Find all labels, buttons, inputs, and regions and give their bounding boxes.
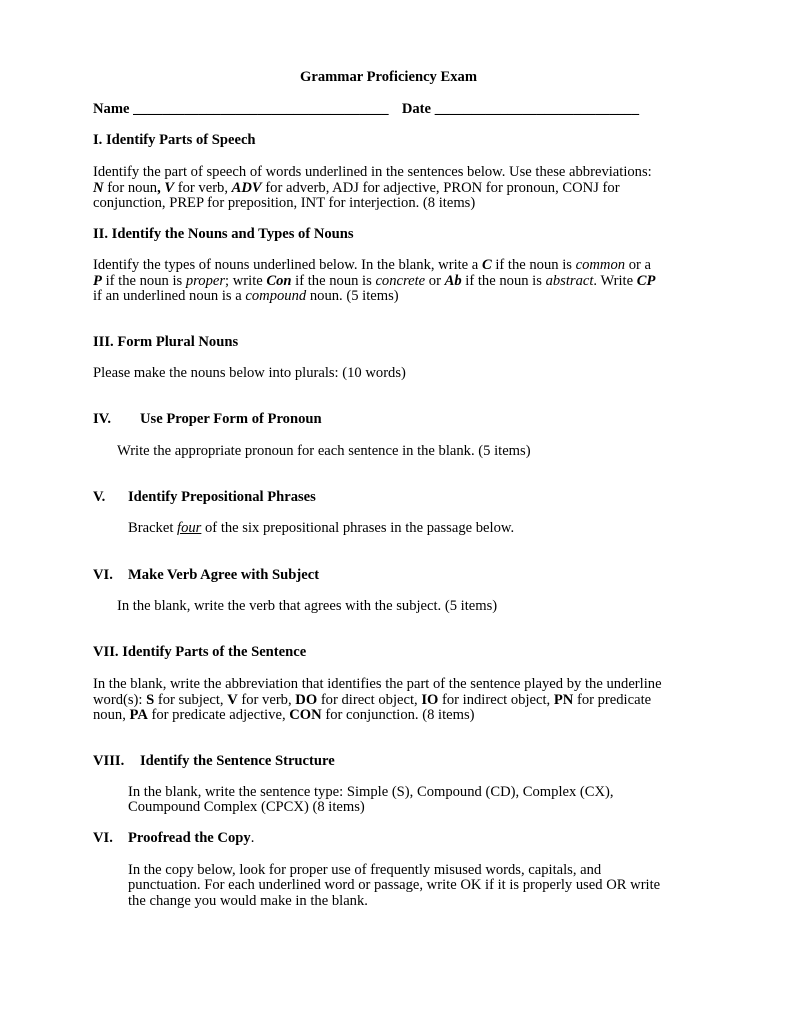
section-4-number: IV.: [93, 411, 111, 427]
section-9-line-1: In the copy below, look for proper use of frequently misused words, capitals, and: [128, 862, 602, 878]
text-run: for conjunction. (8 items): [321, 707, 475, 723]
section-5-line-1: [128, 520, 514, 536]
abbr-p: P: [93, 273, 102, 289]
text-run: or: [425, 273, 445, 289]
abbr-v: V: [227, 692, 238, 708]
abbr-pn: PN: [553, 692, 574, 708]
section-7-line-1: In the blank, write the abbreviation that identifies the part of the sentence played by the underline: [93, 676, 662, 692]
section-5-number: V.: [93, 489, 106, 505]
text-run: Bracket: [128, 520, 178, 536]
section-2-line-2: [93, 273, 655, 289]
section-6-number: VI.: [93, 567, 113, 583]
term-common: common: [575, 257, 626, 273]
section-8-line-1: In the blank, write the sentence type: Simple (S), Compound (CD), Complex (CX),: [128, 784, 614, 800]
date-label: Date: [401, 101, 432, 117]
section-5-heading: Identify Prepositional Phrases: [128, 489, 316, 505]
section-7-line-2: [93, 692, 651, 708]
abbr-adv: ADV: [231, 180, 262, 196]
text-run: for direct object,: [317, 692, 422, 708]
text-run: for predicate: [573, 692, 652, 708]
name-blank[interactable]: ___________________________________: [133, 101, 389, 117]
text-run: for subject,: [154, 692, 228, 708]
section-7-heading: VII. Identify Parts of the Sentence: [93, 644, 307, 660]
section-9-number: VI.: [93, 830, 113, 846]
text-run: if an underlined noun is a: [93, 288, 246, 304]
text-run: if the noun is: [491, 257, 576, 273]
text-run: . Write: [593, 273, 637, 289]
section-1-heading: I. Identify Parts of Speech: [93, 132, 256, 148]
exam-title: Grammar Proficiency Exam: [300, 69, 477, 85]
text-run: ,: [157, 180, 161, 196]
text-run: of the six prepositional phrases in the passage below.: [201, 520, 515, 536]
text-run: for indirect object,: [438, 692, 554, 708]
abbr-v: V: [164, 180, 175, 196]
section-4-line-1: Write the appropriate pronoun for each sentence in the blank. (5 items): [117, 443, 531, 459]
text-run: for adverb, ADJ for adjective, PRON for pronoun, CONJ for: [261, 180, 620, 196]
name-label: Name: [93, 101, 130, 117]
abbr-pa: PA: [129, 707, 148, 723]
section-6-heading: Make Verb Agree with Subject: [128, 567, 320, 583]
abbr-do: DO: [295, 692, 318, 708]
term-proper: proper: [185, 273, 226, 289]
abbr-c: C: [481, 257, 492, 273]
section-7-line-3: [93, 707, 475, 723]
text-run: noun. (5 items): [306, 288, 399, 304]
abbr-io: IO: [421, 692, 439, 708]
text-run: noun,: [93, 707, 130, 723]
text-run: for noun: [103, 180, 158, 196]
section-9-line-2: punctuation. For each underlined word or passage, write OK if it is properly used OR write: [128, 877, 661, 893]
text-run: Identify the types of nouns underlined below. In the blank, write a: [93, 257, 482, 273]
section-3-line-1: Please make the nouns below into plurals: (10 words): [93, 365, 406, 381]
section-9-heading-row: [128, 830, 254, 846]
section-6-line-1: In the blank, write the verb that agrees with the subject. (5 items): [117, 598, 498, 614]
text-run: for verb,: [237, 692, 296, 708]
section-8-heading: Identify the Sentence Structure: [140, 753, 335, 769]
section-2-line-3: [93, 288, 399, 304]
term-four: four: [177, 520, 202, 536]
section-1-line-3: conjunction, PREP for preposition, INT for interjection. (8 items): [93, 195, 476, 211]
abbr-con: Con: [266, 273, 292, 289]
section-3-heading: III. Form Plural Nouns: [93, 334, 239, 350]
section-8-line-2: Coumpound Complex (CPCX) (8 items): [128, 799, 365, 815]
text-run: for verb,: [174, 180, 232, 196]
section-4-heading: Use Proper Form of Pronoun: [140, 411, 322, 427]
abbr-cp: CP: [636, 273, 656, 289]
text-run: for predicate adjective,: [147, 707, 290, 723]
text-run: word(s):: [93, 692, 147, 708]
section-8-number: VIII.: [93, 753, 125, 769]
section-9-line-3: the change you would make in the blank.: [128, 893, 368, 909]
term-concrete: concrete: [375, 273, 426, 289]
text-run: or a: [625, 257, 651, 273]
abbr-ab: Ab: [444, 273, 462, 289]
abbr-s: S: [146, 692, 155, 708]
section-2-line-1: [93, 257, 651, 273]
text-run: if the noun is: [461, 273, 546, 289]
section-1-line-2: [93, 180, 620, 196]
abbr-con: CON: [289, 707, 322, 723]
name-date-row: [93, 101, 639, 117]
text-run: ; write: [225, 273, 267, 289]
text-run: if the noun is: [101, 273, 186, 289]
text-run: .: [250, 830, 255, 846]
date-blank[interactable]: ____________________________: [434, 101, 639, 117]
text-run: if the noun is: [291, 273, 376, 289]
abbr-n: N: [93, 180, 104, 196]
term-abstract: abstract: [545, 273, 594, 289]
term-compound: compound: [245, 288, 307, 304]
section-1-line-1: Identify the part of speech of words underlined in the sentences below. Use these abbreviations:: [93, 164, 652, 180]
section-2-heading: II. Identify the Nouns and Types of Nouns: [93, 226, 354, 242]
section-9-heading: Proofread the Copy: [128, 830, 251, 846]
